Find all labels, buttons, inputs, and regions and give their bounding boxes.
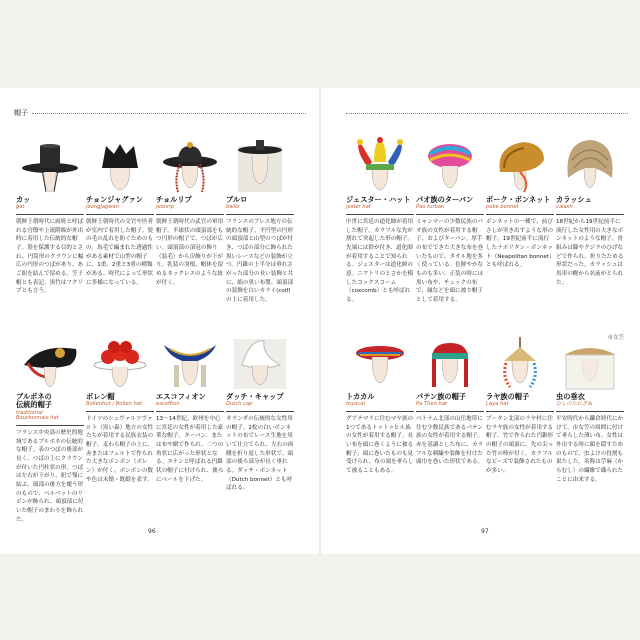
hat-entry [156,136,224,321]
hat-description: 平安時代から鎌倉時代にかけて、市女笠の周囲に付けて垂らした薄い布。女性は外出する時に顔を隠すためのもので、虫よけの役割も果たした。名称は苧麻（からむし）の繊維で織られたことに由来する。 [556,416,624,483]
escoffion-icon [156,333,224,391]
hat-name: 虫の垂衣 [556,392,585,401]
entry-divider [86,214,154,215]
entry-divider [226,214,294,215]
entry-divider [16,425,84,426]
hat-name: カラッシュ [556,195,592,204]
hat-name: ジェスター・ハット [346,195,411,204]
entry-divider [416,214,484,215]
hat-romanized-name: Bollenhut / Bollen hat [86,401,142,408]
hat-romanized-name: toyacal [346,401,365,408]
jester-hat-icon [346,136,414,194]
hat-entry [346,333,414,518]
right-page-header [346,108,628,118]
hat-description: ドイツのシュヴァルツヴァルト（黒い森）地方の女性たちが着用する民族衣装の帽子。麦わら帽子の上に、赤またはフェルトで作られた大きなボンボン（ボレン）が付く。ボンボンの数や色は未婚・既婚を表す。 [86,416,154,483]
hat-description: 18世紀から19世紀前半に流行した女性用の大きなボンネットのような帽子。骨組みは籐やクジラのひげなどで作られ、折りたためる形状だった。カラッシュは馬車の幌から名前がとられた。 [556,219,624,286]
hat-romanized-name: Dutch cap [226,401,253,408]
hat-romanized-name: escoffion [156,401,180,408]
pao-turban-icon [416,136,484,194]
page-number-left: 96 [148,528,156,535]
hat-entry [416,333,484,518]
hat-entry [156,333,224,518]
hat-romanized-name: gat [16,204,25,211]
entry-divider [416,411,484,412]
mushi-tareginu-icon [556,333,624,391]
gat-hat-icon [16,136,84,194]
toyacal-icon [346,333,414,391]
left-page-grid [16,136,294,523]
hat-description: ミャンマーの少数民族のパオ族の女性が着用する帽子、およびターバン。厚手の布でできた大きな布を巻いたもので、タオル地を多く使っている。色鮮やかなものも多い。正装の時には黒い布や、チェックの布で、縁などを頭に被り帽子として着用する。 [416,219,484,303]
hat-name: ボレン帽 [86,392,115,401]
hat-entry [416,136,484,321]
hat-name: ダッチ・キャップ [226,392,284,401]
hat-entry [226,136,294,321]
hat-entry [486,333,554,518]
hat-romanized-name: むしのたれぎぬ [556,401,593,408]
dutch-cap-icon [226,333,294,391]
left-page-header [14,108,306,118]
hat-romanized-name: bwllo [226,204,240,211]
hat-name: ポーク・ボンネット [486,195,551,204]
poke-bonnet-icon [486,136,554,194]
hat-description: 朝鮮王朝時代の文官や医者が室内で着用した帽子。髪の毛の乱れを防ぐためのもの。馬毛で編まれた透過性がある素材で山型の帽子に、1重、2重と3重の種類がある。時代によって形状に多様になっている。 [86,219,154,286]
hat-name: チョンジャグァン [86,195,143,204]
jeonrip-icon [156,136,224,194]
hat-description: ブータン北部のラヤ村に住むラヤ族の女性が着用する帽子。竹で作られた円錐形の帽子の頭頂に、先の尖った竹の棒が付く。カラフルなビーズで装飾されたものが多い。 [486,416,554,474]
hat-entry [16,136,84,321]
hat-name: トカカル [346,392,375,401]
header-rule [32,113,306,114]
hat-romanized-name: traditional Bourbonnais hat [16,409,59,422]
hat-romanized-name: poke bonnet [486,204,519,211]
hat-entry [86,333,154,518]
hat-description: オランダの伝統的な女性用の帽子。2枚の白いボンネットの布でレース生地を用いて仕立てられ、左右の両側を折り返した形状で、頭部の後ろ部分が長く垂れる。ダッチ・ボンネット（Dutch bonnet）とも呼ばれる。 [226,416,294,492]
hat-romanized-name: jeongjagwan [86,204,120,211]
hat-description: 朝鮮王朝時代の武官の軍用帽子。半球状の頭頂部をもつ円形の帽子で、つばが広い。頭頂部の頂冠の飾り（装毛）から房飾りが下がり、乳装の羽根、帽体を留めるネックレスのような紐が付く。 [156,219,224,286]
hat-name: ブルロ [226,195,248,204]
entry-divider [346,411,414,412]
bwllo-icon [226,136,294,194]
hat-name: パオ族のターバン [416,195,474,204]
hat-description: ベトナム北部の山岳地帯に住む少数民族であるパテン族の女性が着用する帽子。赤を基調とした布に、カラフルな刺繍や装飾を付けた頭巾を巻いた形状である。 [416,416,484,466]
section-label: 帽子 [14,109,28,117]
entry-divider [556,214,624,215]
laya-hat-icon [486,333,554,391]
header-rule [346,113,628,114]
hat-romanized-name: Pa Then hat [416,401,448,408]
entry-divider [346,214,414,215]
hat-romanized-name: Pao turban [416,204,445,211]
hat-name: パテン族の帽子 [416,392,466,401]
hat-entry [486,136,554,321]
right-page-grid [346,136,624,518]
hat-romanized-name: Laya hat [486,401,509,408]
illustration-caption: 市女笠 [607,335,624,341]
calash-icon [556,136,624,194]
hat-description: グアテマラに住むマヤ族の1つであるトゥトゥヒル族の女性が着用する帽子。長い布を頭に巻くように被る帽子。頭に巻いたものも見受けられ、布の端を垂らして被ることもある。 [346,416,414,474]
book-gutter [319,88,321,554]
hat-description: フランス中央部の歴史的地域であるブルボネの伝統的な帽子。表のつばの後部が長く、つばの上にクラウンが付いた円柱状の形。つばは左右が下がり、紐で顎に結ぶ。頭部の後方を覆う形のもので、ベルベットのリボンが飾られ、頭頂部に付いた帽子のまわりを飾られた。 [16,430,84,523]
hat-entry [226,333,294,518]
hat-name: ブルボネの 伝統的帽子 [16,392,52,410]
hat-name: エスコフィオン [156,392,206,401]
hat-romanized-name: jester hat [346,204,371,211]
jeongjagwan-icon [86,136,154,194]
hat-description: 中世に宮廷の道化師が着用した帽子。カラフルな先が割れて突起した形の帽子。先端には鈴が付き、道化師が着用することで知られる。ジェスターは道化師の意。ニワトリのとさかを模したコックスコーム（coxcomb）とも呼ばれる。 [346,219,414,303]
entry-divider [226,411,294,412]
hat-entry [16,333,84,523]
page-number-right: 97 [481,528,489,535]
hat-romanized-name: calash [556,204,573,211]
hat-entry [346,136,414,321]
entry-divider [16,214,84,215]
hat-name: チョルリプ [156,195,192,204]
hat-entry [86,136,154,321]
hat-description: 13〜14世紀、欧州を中心に宮廷の女性が着用した豪華な帽子。ターバン、または布や網で作られ、二つの角状に広がった形状となる。エナンと呼ばれる円錐状の帽子に付けられ、後ろにベールを下げた。 [156,416,224,483]
hat-entry [556,333,624,518]
hat-name: カッ [16,195,31,204]
entry-divider [86,411,154,412]
bourbonnais-hat-icon [16,333,84,391]
hat-description: 朝鮮王朝時代に両班と呼ばれる官僚や上流階級が外出時に着用した伝統的な帽子。髪を保護する目的とされ、円筒形のクラウンに幅広の円形のつばがあり、あご紐を結んで留める。笠子帽とも表記。黒竹はフクリプとも言う。 [16,219,84,295]
pa-then-hat-icon [416,333,484,391]
entry-divider [156,411,224,412]
entry-divider [556,411,624,412]
bollenhut-icon [86,333,154,391]
hat-description: ボンネットの一種で、前びさしが突き出すような形の帽子。19世紀前半に流行したナポリタン・ボンネット（Neapolitan bonnet）とも呼ばれる。 [486,219,554,269]
entry-divider [156,214,224,215]
hat-romanized-name: jeonrip [156,204,174,211]
entry-divider [486,411,554,412]
hat-name: ラヤ族の帽子 [486,392,530,401]
entry-divider [486,214,554,215]
hat-description: フランスのブレス地方の伝統的な帽子。平円型の円形の頭頂部と山型のつばが付き、つばの部分に飾られた黒いレースなどの装飾が立つ。円錐の上半分は垂れさがった部分の長い装飾と共に、絹の黒い布製。頭頂部の装飾を白いカライ(coif)の上に着用した。 [226,219,294,303]
hat-entry [556,136,624,321]
